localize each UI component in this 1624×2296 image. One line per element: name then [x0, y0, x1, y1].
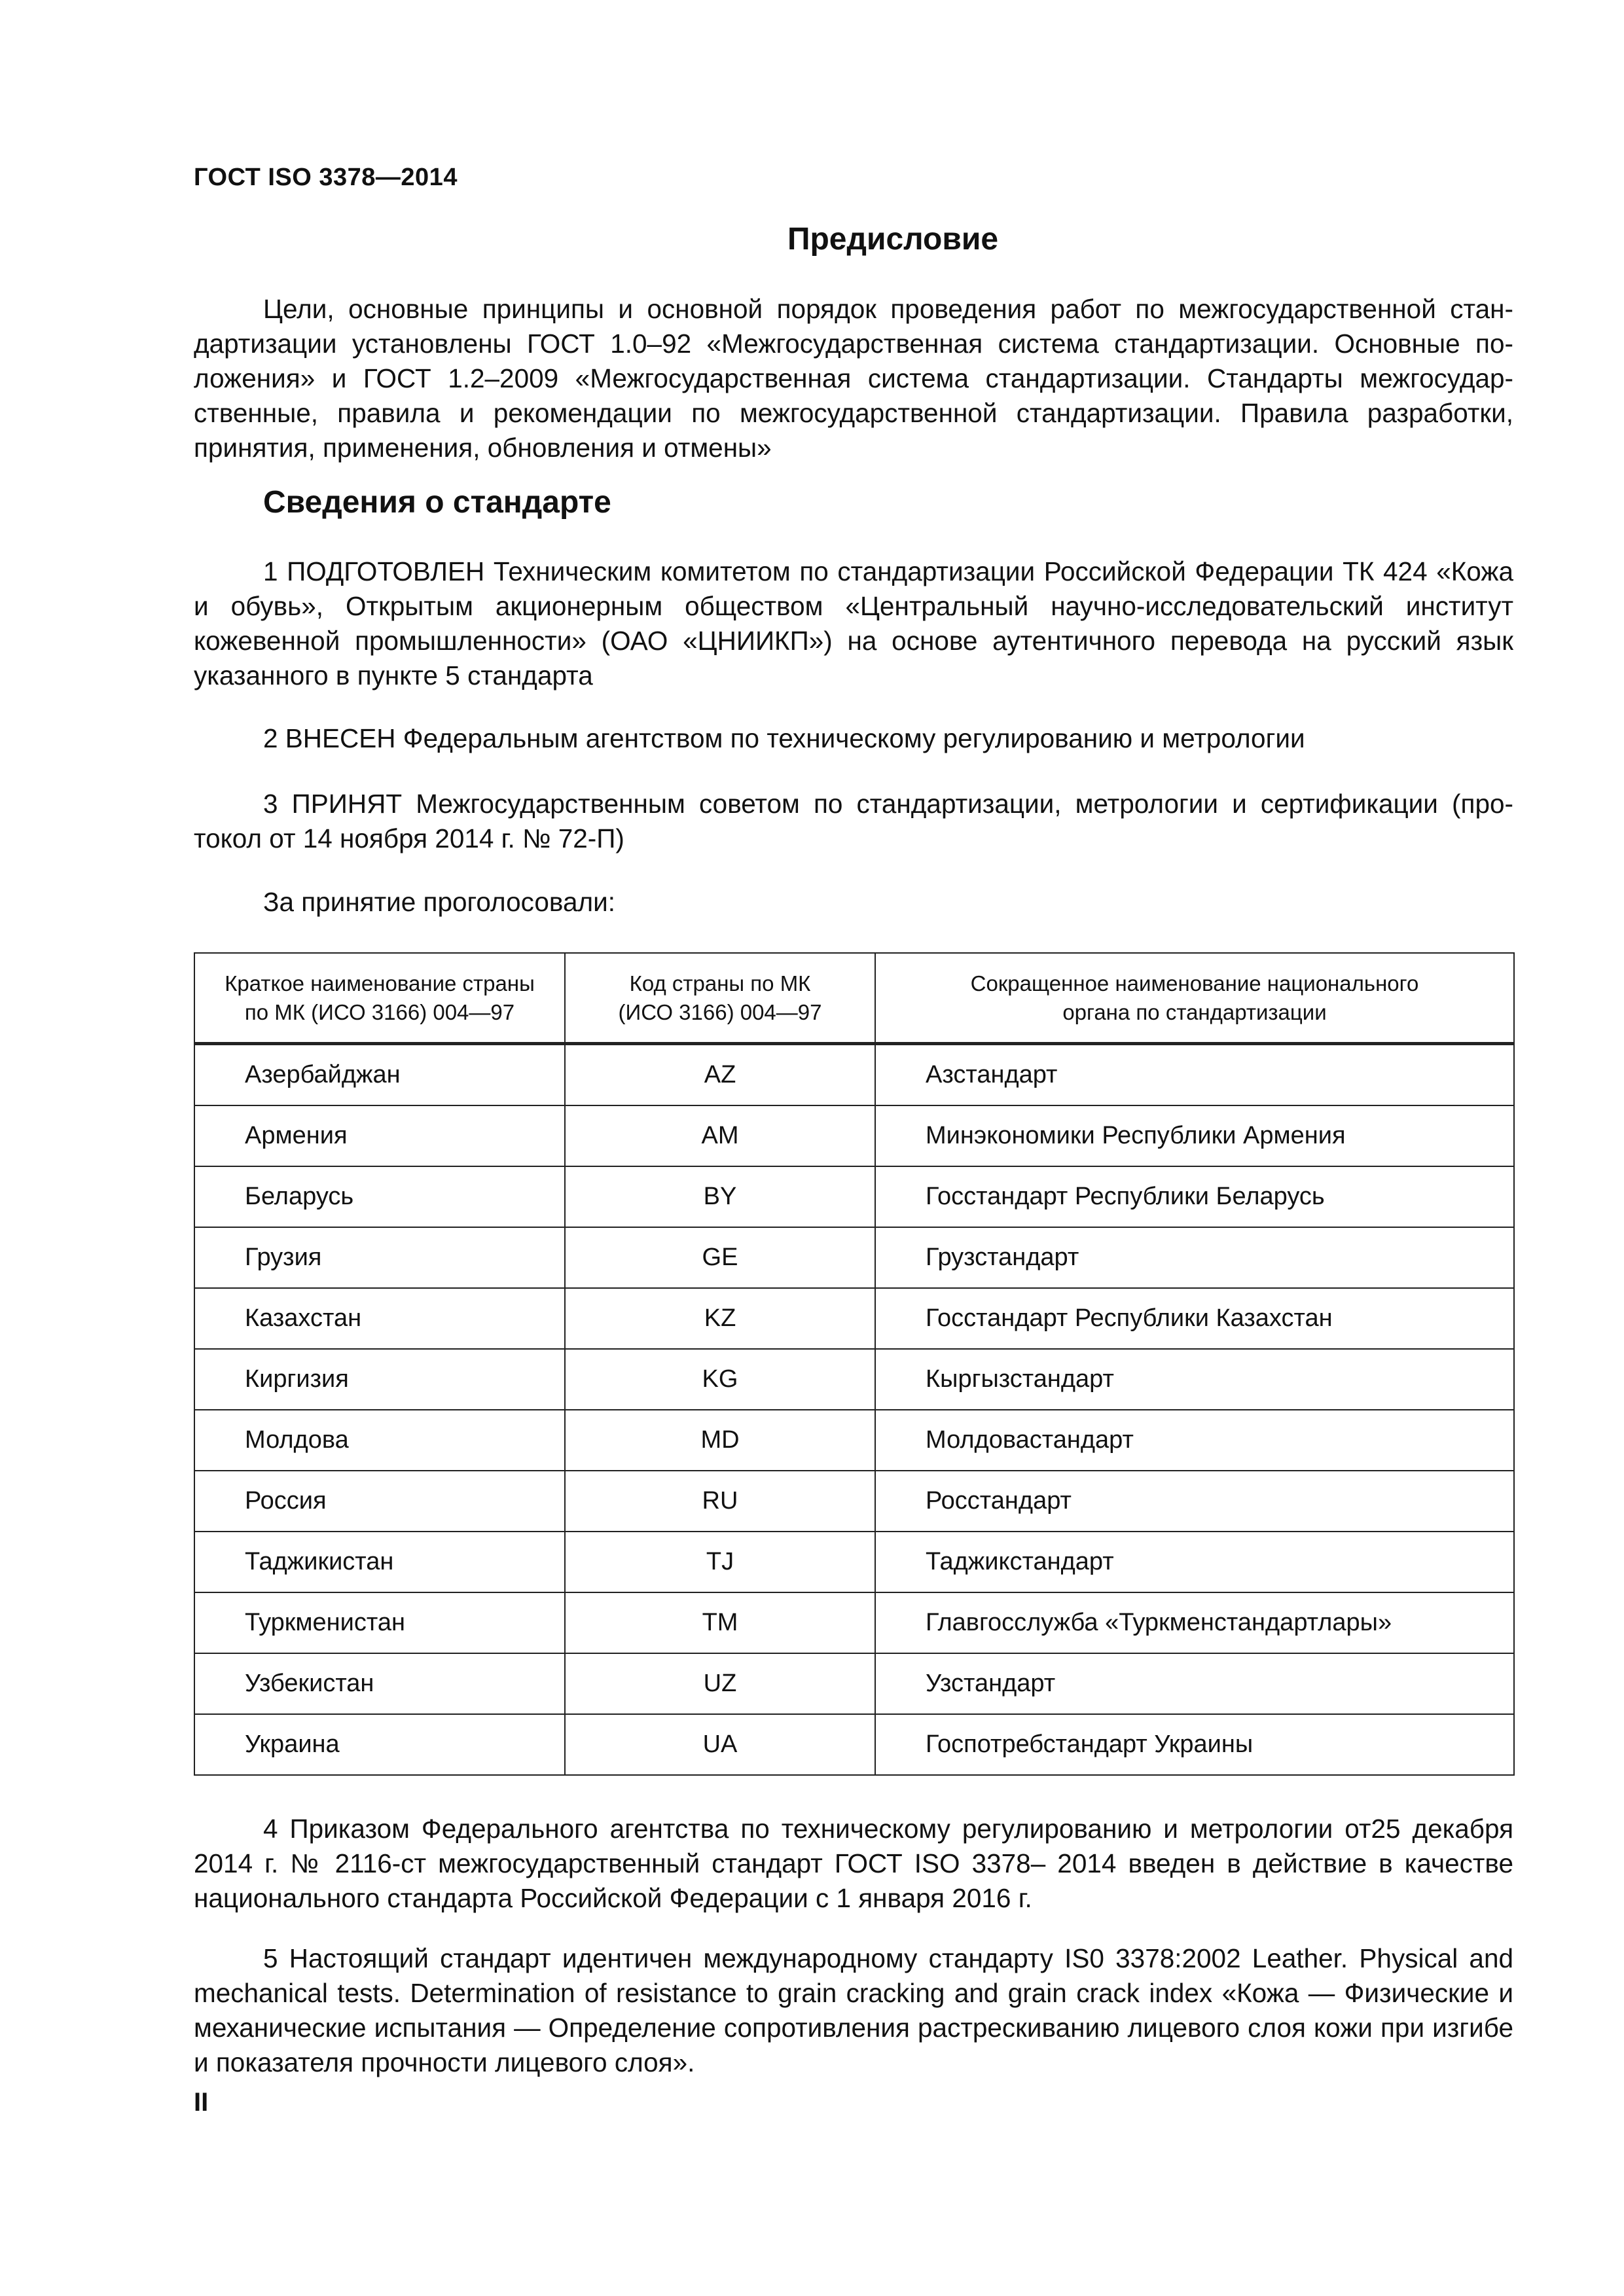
- country-code: GE: [565, 1227, 875, 1288]
- page-number: II: [194, 2088, 209, 2117]
- country-name: Беларусь: [194, 1166, 565, 1227]
- table-row: [194, 1349, 1514, 1410]
- country-name: Туркменистан: [194, 1592, 565, 1653]
- standards-body: Таджикстандарт: [875, 1532, 1514, 1592]
- standards-body: Главгосслужба «Туркменстандартлары»: [875, 1592, 1514, 1653]
- table-row: [194, 1410, 1514, 1471]
- table-row: [194, 1227, 1514, 1288]
- voting-countries-table: [194, 952, 1515, 1776]
- table-header-row: [194, 953, 1514, 1044]
- document-code-header: ГОСТ ISO 3378—2014: [194, 164, 458, 191]
- country-name: Таджикистан: [194, 1532, 565, 1592]
- country-code: UZ: [565, 1653, 875, 1714]
- table-row: [194, 1105, 1514, 1166]
- table-row: [194, 1044, 1514, 1106]
- standards-body: Росстандарт: [875, 1471, 1514, 1532]
- standards-body: Госстандарт Республики Беларусь: [875, 1166, 1514, 1227]
- country-code: BY: [565, 1166, 875, 1227]
- info-item-4-text: 4 Приказом Федерального агентства по техническому регулированию и метрологии от25 декабря 2014 г. № 2116-ст межгосударственный стандарт ГОСТ ISO 3378– 2014 введен в действие в качестве национального стандарта Российской Федерации с 1 января 2016 г.: [194, 1814, 1513, 1913]
- vote-intro-text: За принятие проголосовали:: [263, 887, 615, 917]
- country-name: Узбекистан: [194, 1653, 565, 1714]
- standards-body: Минэкономики Республики Армения: [875, 1105, 1514, 1166]
- info-item-4: [194, 1812, 1513, 1916]
- header-standards-body: Сокращенное наименование национального органа по стандартизации: [875, 953, 1514, 1044]
- country-code: RU: [565, 1471, 875, 1532]
- country-name: Украина: [194, 1714, 565, 1775]
- standards-body: Госстандарт Республики Казахстан: [875, 1288, 1514, 1349]
- document-page: [194, 0, 1513, 2296]
- info-item-3: [194, 787, 1513, 856]
- preface-title: Предисловие: [787, 222, 999, 257]
- table-row: [194, 1288, 1514, 1349]
- table-row: [194, 1714, 1514, 1775]
- standards-body: Молдовастандарт: [875, 1410, 1514, 1471]
- table-row: [194, 1592, 1514, 1653]
- country-name: Молдова: [194, 1410, 565, 1471]
- country-name: Грузия: [194, 1227, 565, 1288]
- country-code: TM: [565, 1592, 875, 1653]
- standards-body: Узстандарт: [875, 1653, 1514, 1714]
- preface-paragraph: [194, 292, 1513, 465]
- vote-intro: [194, 885, 1513, 920]
- header-country-name: Краткое наименование страны по МК (ИСО 3166) 004—97: [194, 953, 565, 1044]
- table-row: [194, 1471, 1514, 1532]
- voting-table-container: [194, 952, 1513, 1776]
- standards-body: Грузстандарт: [875, 1227, 1514, 1288]
- country-code: UA: [565, 1714, 875, 1775]
- country-name: Россия: [194, 1471, 565, 1532]
- country-code: AM: [565, 1105, 875, 1166]
- preface-text: Цели, основные принципы и основной порядок проведения работ по межгосударственной стандартизации установлены ГОСТ 1.0–92 «Межгосударственная система стандартизации. Основные положения» и ГОСТ 1.2–2009 «Межгосударственная система стандартизации. Стандарты межгосударственные, правила и рекомендации по межгосударственной стандартизации. Правила разработки, принятия, применения, обновления и отмены»: [194, 294, 1513, 463]
- header-country-code: Код страны по МК (ИСО 3166) 004—97: [565, 953, 875, 1044]
- country-name: Киргизия: [194, 1349, 565, 1410]
- standard-info-title: Сведения о стандарте: [263, 485, 611, 520]
- table-row: [194, 1532, 1514, 1592]
- country-code: KG: [565, 1349, 875, 1410]
- info-item-1-text: 1 ПОДГОТОВЛЕН Техническим комитетом по стандартизации Российской Федерации ТК 424 «Кожа и обувь», Открытым акционерным обществом «Центральный научно-исследовательский институт кожевенной промышленности» (ОАО «ЦНИИКП») на основе аутентичного перевода на русский язык указанного в пункте 5 стандарта: [194, 556, 1513, 691]
- standards-body: Азстандарт: [875, 1044, 1514, 1106]
- country-code: MD: [565, 1410, 875, 1471]
- country-name: Казахстан: [194, 1288, 565, 1349]
- info-item-5-text: 5 Настоящий стандарт идентичен международному стандарту IS0 3378:2002 Leather. Physical and mechanical tests. Determination of resistance to grain cracking and grain crack index «Кожа — Физические и механические испытания — Определение сопротивления растрескиванию лицевого слоя кожи при изгибе и показателя прочности лицевого слоя».: [194, 1943, 1513, 2077]
- country-name: Азербайджан: [194, 1044, 565, 1106]
- country-code: AZ: [565, 1044, 875, 1106]
- info-item-1: [194, 554, 1513, 693]
- info-item-3-text: 3 ПРИНЯТ Межгосударственным советом по стандартизации, метрологии и сертификации (протокол от 14 ноября 2014 г. № 72-П): [194, 789, 1513, 853]
- table-row: [194, 1166, 1514, 1227]
- country-code: KZ: [565, 1288, 875, 1349]
- info-item-2-text: 2 ВНЕСЕН Федеральным агентством по техническому регулированию и метрологии: [263, 723, 1305, 753]
- table-row: [194, 1653, 1514, 1714]
- country-name: Армения: [194, 1105, 565, 1166]
- country-code: TJ: [565, 1532, 875, 1592]
- standards-body: Кыргызстандарт: [875, 1349, 1514, 1410]
- info-item-2: [194, 721, 1513, 756]
- standards-body: Госпотребстандарт Украины: [875, 1714, 1514, 1775]
- info-item-5: [194, 1941, 1513, 2080]
